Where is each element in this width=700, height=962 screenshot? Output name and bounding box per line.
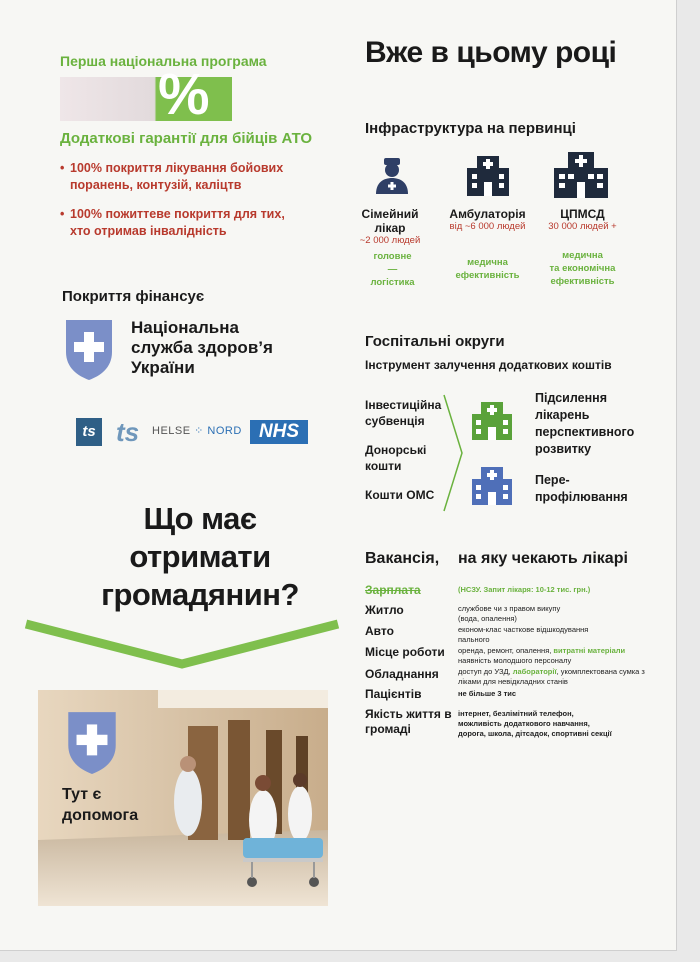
shield-cross-icon [64, 318, 114, 382]
hospital-districts-subtitle: Інструмент залучення додаткових коштів [365, 358, 612, 372]
nhs-logo: NHS [250, 420, 308, 444]
vacancy-value-housing: службове чи з правом викупу (вода, опалення) [458, 604, 561, 623]
infra-item-hospital: ЦПМСД 30 000 людей + [548, 207, 617, 232]
bullet-item: • 100% покриття лікування бойових поранень, контузій, каліцтв [60, 161, 284, 192]
bracket-arrow-icon [440, 393, 470, 513]
hospital-blue-icon [470, 465, 514, 505]
financing-title: Покриття фінансує [62, 288, 205, 305]
hospital-districts-title: Госпітальні округи [365, 333, 505, 350]
doctor-icon [372, 156, 412, 196]
vacancy-label-salary: Зарплата [365, 583, 421, 597]
vacancy-label-workplace: Місце роботи [365, 645, 445, 659]
guarantees-title: Додаткові гарантії для бійців АТО [60, 130, 313, 147]
infra-title: Інфраструктура на первинці [365, 120, 576, 137]
infra-note: медична ефективність [455, 257, 520, 281]
vacancy-label-patients: Пацієнтів [365, 687, 422, 701]
clinic-icon [465, 154, 511, 196]
vacancy-subtitle: на яку чекають лікарі [458, 550, 628, 567]
photo-caption: Тут є допомога [62, 786, 139, 824]
percent-symbol: % [158, 62, 206, 127]
vacancy-value-workplace: оренда, ремонт, опалення, витратні матеріали наявність молодшого персоналу [458, 646, 626, 665]
bullet-dot-icon: • [60, 161, 65, 175]
vacancy-label-equipment: Обладнання [365, 667, 439, 681]
infra-note: медична та економічна ефективність [549, 250, 616, 287]
vacancy-value-salary: (НСЗУ. Запит лікаря: 10-12 тис. грн.) [458, 585, 591, 594]
vacancy-value-patients: не більше 3 тис [458, 689, 517, 698]
vacancy-label-community: Якість життя в громаді [365, 707, 452, 736]
shield-cross-icon [62, 710, 122, 776]
vacancy-value-car: економ-клас часткове відшкодування пального [458, 625, 589, 644]
helse-nord-logo: HELSE ⁘ NORD [152, 425, 242, 437]
percent-banner [60, 77, 232, 121]
infra-item-clinic: Амбулаторія від ~6 000 людей [449, 207, 526, 232]
bullet-item: • 100% пожиттеве покриття для тих, хто отримав інвалідність [60, 207, 285, 238]
nszu-name: Національна служба здоров’я України [131, 318, 273, 377]
vacancy-label-housing: Житло [365, 603, 404, 617]
vacancy-value-equipment: доступ до УЗД, лабораторії, укомплектована сумка з ліками для невідкладних станів [458, 667, 645, 686]
ts-logo: ts [76, 418, 102, 446]
vacancy-title: Вакансія, [365, 550, 440, 567]
district-result: Пере- профілювання [535, 473, 628, 504]
ts-logo-light: ts [116, 417, 140, 447]
hospital-green-icon [470, 400, 514, 440]
funding-source: Інвестиційна субвенція [365, 398, 442, 428]
infra-item-doctor: Сімейний лікар ~2 000 людей [359, 207, 421, 246]
program-title: Перша національна програма [60, 53, 267, 69]
dots-icon: ⁘ [194, 425, 204, 437]
citizen-headline: Що має отримати громадянин? [101, 501, 299, 612]
page-title: Вже в цьому році [365, 36, 617, 69]
funding-source: Кошти ОМС [365, 488, 435, 502]
partner-logos [76, 418, 316, 448]
infra-note: головне — логістика [370, 251, 415, 288]
chevron-down-icon [22, 618, 342, 670]
vacancy-value-community: інтернет, безлімітний телефон, можливість додаткового навчання, дорога, школа, дітсадок, спортивні секції [458, 709, 612, 738]
vacancy-label-car: Авто [365, 624, 394, 638]
hospital-icon [552, 150, 610, 198]
district-result: Підсилення лікарень перспективного розвитку [535, 391, 635, 456]
funding-source: Донорські кошти [365, 443, 427, 473]
bullet-dot-icon: • [60, 207, 65, 221]
